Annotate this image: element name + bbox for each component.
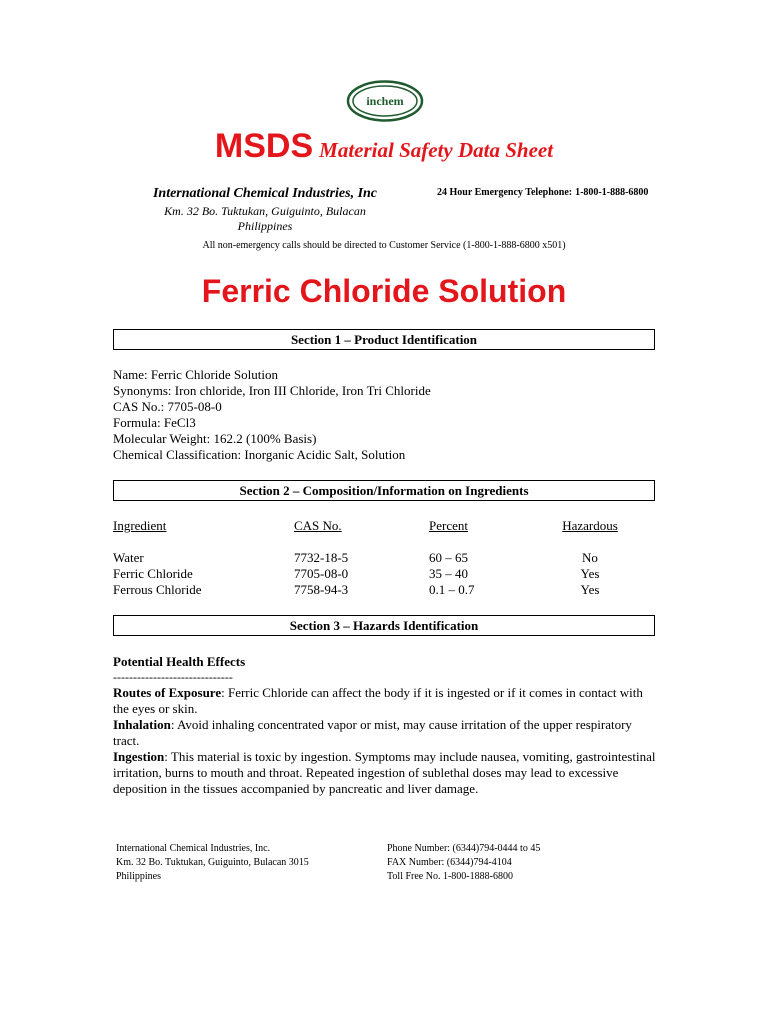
emergency-label: 24 Hour Emergency Telephone: <box>437 187 573 198</box>
health-effects-subheading: Potential Health Effects <box>113 654 246 669</box>
section1-header: Section 1 – Product Identification <box>113 329 655 350</box>
divider-line: ------------------------------ <box>113 670 233 684</box>
inhalation-label: Inhalation <box>113 717 171 732</box>
table-cell: Water <box>113 550 144 565</box>
column-header-hazardous: Hazardous <box>562 518 618 533</box>
chemical-classification-line: Chemical Classification: Inorganic Acidic Salt, Solution <box>113 447 406 462</box>
company-name: International Chemical Industries, Inc <box>152 186 378 201</box>
table-cell: Ferrous Chloride <box>113 582 202 597</box>
inchem-logo <box>346 80 424 122</box>
logo-text: inchem <box>366 94 404 108</box>
product-name-line: Name: Ferric Chloride Solution <box>113 367 279 382</box>
ingestion-text: : This material is toxic by ingestion. Symptoms may include nausea, vomiting, gastrointestinal irritation, burns to mouth and throat. Repeated ingestion of sublethal doses may lead to excessive deposition in the tissues accompanied by pancreatic and liver damage. <box>113 749 656 796</box>
table-cell: 60 – 65 <box>429 550 468 565</box>
company-address-line1: Km. 32 Bo. Tuktukan, Guiguinto, Bulacan <box>164 204 366 218</box>
footer-phone: Phone Number: (6344)794-0444 to 45 <box>387 843 541 854</box>
inhalation-text: : Avoid inhaling concentrated vapor or mist, may cause irritation of the upper respiratory tract. <box>113 717 632 748</box>
routes-of-exposure-paragraph <box>113 685 658 717</box>
ingestion-label: Ingestion <box>113 749 165 764</box>
table-cell: Yes <box>580 566 600 581</box>
synonyms-line: Synonyms: Iron chloride, Iron III Chloride, Iron Tri Chloride <box>113 383 431 398</box>
molecular-weight-line: Molecular Weight: 162.2 (100% Basis) <box>113 431 317 446</box>
column-header-cas: CAS No. <box>294 518 342 533</box>
msds-heading <box>0 127 768 166</box>
table-cell: 7732-18-5 <box>294 550 349 565</box>
non-emergency-note: All non-emergency calls should be directed to Customer Service (1-800-1-888-6800 x501) <box>202 240 566 251</box>
msds-abbreviation: MSDS <box>214 127 314 165</box>
section2-header: Section 2 – Composition/Information on Ingredients <box>113 480 655 501</box>
cas-number-line: CAS No.: 7705-08-0 <box>113 399 222 414</box>
table-cell: 35 – 40 <box>429 566 468 581</box>
column-header-ingredient: Ingredient <box>113 518 167 533</box>
table-cell: Yes <box>580 582 600 597</box>
footer-address: Km. 32 Bo. Tuktukan, Guiguinto, Bulacan 3015 <box>116 857 309 868</box>
routes-text: : Ferric Chloride can affect the body if it is ingested or if it comes in contact with the eyes or skin. <box>113 685 643 716</box>
formula-line: Formula: FeCl3 <box>113 415 196 430</box>
section3-header: Section 3 – Hazards Identification <box>113 615 655 636</box>
column-header-percent: Percent <box>429 518 468 533</box>
table-cell: 7705-08-0 <box>294 566 349 581</box>
product-title: Ferric Chloride Solution <box>201 273 567 309</box>
msds-full-title: Material Safety Data Sheet <box>319 138 554 162</box>
company-address-line2: Philippines <box>237 219 293 233</box>
footer-tollfree: Toll Free No. 1-800-1888-6800 <box>387 871 513 882</box>
footer-fax: FAX Number: (6344)794-4104 <box>387 857 512 868</box>
ingestion-paragraph <box>113 749 658 797</box>
emergency-telephone <box>437 187 648 198</box>
inhalation-paragraph <box>113 717 658 749</box>
routes-label: Routes of Exposure <box>113 685 222 700</box>
table-cell: 0.1 – 0.7 <box>429 582 475 597</box>
footer-company-name: International Chemical Industries, Inc. <box>116 843 271 854</box>
emergency-number: 1-800-1-888-6800 <box>575 187 649 198</box>
footer-country: Philippines <box>116 871 162 882</box>
table-cell: No <box>582 550 598 565</box>
table-cell: 7758-94-3 <box>294 582 349 597</box>
table-cell: Ferric Chloride <box>113 566 193 581</box>
